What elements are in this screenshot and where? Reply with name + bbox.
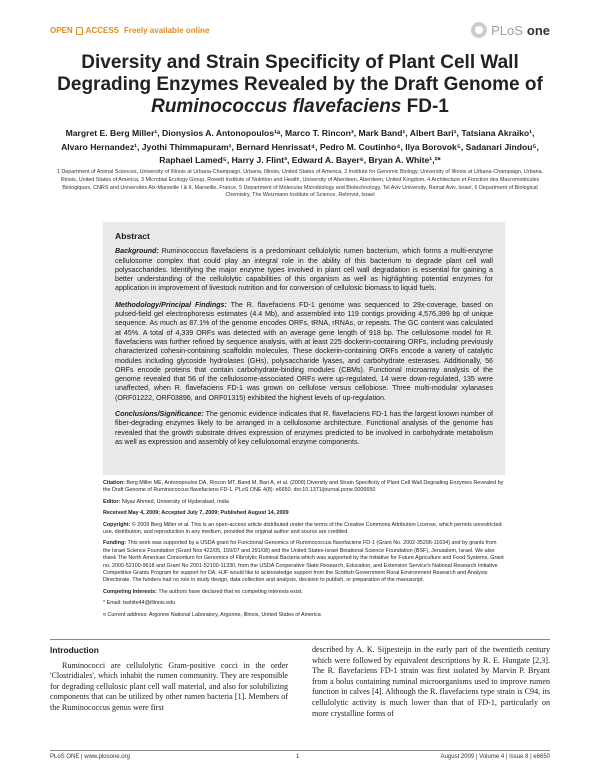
intro-column-right [312,645,550,719]
open-lock-icon [76,27,83,35]
intro-heading: Introduction [50,645,99,655]
funding-label: Funding: [103,540,127,547]
open-access-label: OPEN [50,26,73,35]
methods-text: The R. flavefaciens FD-1 genome was sequenced to 29x-coverage, based on pulsed-field gel electrophoresis estimates (4.4 Mb), and assembled into 119 contigs providing 4,576,399 bp of unique sequence. As much as 87.1% of the genome encodes ORFs, tRNA, rRNAs, or repeats. The GC content was calculated at 45%. A total of 4,339 ORFs was detected with an average gene length of 918 bp. The cellulosome model for R. flavefaciens was further refined by sequence analysis, with at least 225 dockerin-containing ORFs, including previously characterized cohesin-containing scaffoldin molecules. These dockerin-containing ORFs encode a variety of catalytic modules including glycoside hydrolases (GHs), polysaccharide lyases, and carbohydrate esterases. Additionally, 56 ORFs encode proteins that contain carbohydrate-binding modules (CBMs). Functional microarray analysis of the genome revealed that 56 of the cellulosome-associated ORFs were up-regulated, 14 were down-regulated, 135 were unaffected, when R. flavefaciens FD-1 was grown on cellulose versus cellobiose. Three multi-modular xylanases (ORF01222, ORF03896, and ORF01315) exhibited the highest levels of up-regulation. [115,300,493,402]
current-address: ¤ Current address: Argonne National Laboratory, Argonne, Illinois, United States of America [103,611,321,618]
abstract-conclusions [115,410,493,447]
footer-journal: PLoS ONE | www.plosone.org [50,754,130,760]
background-text: Ruminococcus flavefaciens is a predominant cellulolytic rumen bacterium, which forms a multi-enzyme cellulosome complex that could play an integral role in the ability of this bacterium to degrade plant cell wall polysaccharides. Identifying the major enzyme types involved in plant cell wall degradation is essential for gaining a better understanding of the cellulolytic capabilities of this organism as well as highlighting potential enzymes for application in improvement of livestock nutrition and for conversion of cellulosic biomass to liquid fuels. [115,247,493,293]
correspondence-email: * Email: bwhite44@illinois.edu [103,600,176,607]
title-line-3 [50,96,550,118]
background-label: Background: [115,247,159,256]
article-title [50,52,550,118]
dates-text: Received May 4, 2009; Accepted July 7, 2009; Published August 14, 2009 [103,510,289,517]
title-strain: FD-1 [401,96,449,117]
journal-logo [471,22,550,38]
funding [103,540,505,584]
citation-label: Citation: [103,480,125,486]
funding-text: This work was supported by a USDA grant for Functional Genomics of Ruminococcus flavefaciens FD-1 (Grant No. 2002-35206-11634) and by grants from the Israel Science Foundation (Grant Nos 422/05, 159/07 and 291/08) and the United States-Israel Binational Science Foundation (BSF), Jerusalem, Israel. We also thank The North American Consortium for Genomics of Fibrolytic Ruminal Bacteria which was supported by the Initiative for Future Agriculture and Food Systems, Grant no. 2000-52100-9618 and Grant No 2001-52100-11330, from the USDA Cooperative State Research, Education, and Extension Service's National Research Initiative Competitive Grants Program for support for DA. HJF would like to acknowledge support from the Scottish Government Rural Environment Research and Analysis Directorate. The funders had no role in study design, data collection and analysis, decision to publish, or preparation of the manuscript. [103,540,504,584]
title-line-1: Diversity and Strain Specificity of Plant Cell Wall [81,52,519,73]
title-line-2: Degrading Enzymes Revealed by the Draft Genome of [57,74,543,95]
intro-paragraph-left: Ruminococci are cellulolytic Gram-positive cocci in the order 'Clostridiales', which inhabit the rumen community. They are responsible for degrading cellulosic plant cell wall material, and also for solubilizing components that can be utilized by other rumen bacteria [1]. Members of the Ruminococcus genus were first [50,660,288,712]
page-footer [50,750,550,761]
page-header [50,22,550,40]
author-list: Margret E. Berg Miller¹, Dionysios A. Antonopoulos¹ᵃ, Marco T. Rincon³, Mark Band¹, Albert Bari¹, Tatsiana Akraiko¹, Alvaro Hernandez¹, Jyothi Thimmapuram¹, Bernard Henrissat⁴, Pedro M. Coutinho⁴, Ilya Borovok⁵, Sadanari Jindou⁵, Raphael Lamed⁵, Harry J. Flint³, Edward A. Bayer⁶, Bryan A. White¹,²* [61,128,539,165]
footer-page-number: 1 [296,754,300,760]
abstract-heading: Abstract [115,231,150,241]
plos-logo-icon [471,22,487,38]
access-label: ACCESS [85,26,120,35]
logo-brand-plos: PLoS [491,22,523,38]
competing-interests [103,589,505,596]
citation-text: Berg Miller ME, Antonopoulos DA, Rincon MT, Band M, Bari A, et al. (2009) Diversity and Strain Specificity of Plant Cell Wall Degrading Enzymes Revealed by the Draft Genome of Ruminococcus flavefaciens FD-1. PLoS ONE 4(8): e6650. doi:10.1371/journal.pone.0006650 [103,480,504,494]
logo-brand-one: one [526,22,550,38]
competing-text: The authors have declared that no competing interests exist. [156,588,303,595]
title-species: Ruminococcus flavefaciens [151,96,402,117]
intro-paragraph-right: described by A. K. Sijpesteijn in the early part of the twentieth century which were followed by equivalent descriptions by R. E. Hungate [2,3]. The R. flavefaciens FD-1 strain was first isolated by Marvin P. Bryant from a bolus containing ruminal microorganisms used to improve rumen function in calves [4]. Although the R. flavefaciens type strain is C94, its cellulolytic activity is much lower than that of FD-1, particularly on more crystalline forms of [312,645,550,718]
open-access-badge [50,26,209,35]
abstract-background [115,247,493,293]
competing-label: Competing Interests: [103,588,157,595]
dates [103,510,505,517]
copyright [103,522,505,537]
citation [103,480,505,495]
conclusions-text: The genomic evidence indicates that R. flavefaciens FD-1 has the largest known number of fiber-degrading enzymes likely to be arranged in a cellulosome architecture. Functional analysis of the genome has revealed that the growth substrate drives expression of enzymes predicted to be involved in carbohydrate metabolism as well as expression and assembly of key cellulosomal enzyme components. [115,410,493,446]
section-divider [50,639,550,640]
copyright-text: © 2009 Berg Miller et al. This is an open-access article distributed under the terms of the Creative Commons Attribution License, which permits unrestricted use, distribution, and reproduction in any medium, provided the original author and source are credited. [103,521,502,536]
abstract-box [103,222,505,475]
article-metadata [103,480,505,623]
abstract-methods [115,301,493,403]
footer-issue: August 2009 | Volume 4 | Issue 8 | e6650 [440,754,550,760]
editor [103,499,505,506]
copyright-label: Copyright: [103,521,131,528]
freely-available-label: Freely available online [124,26,210,35]
editor-label: Editor: [103,498,121,505]
affiliations: 1 Department of Animal Sciences, University of Illinois at Urbana-Champaign, Urbana, Illinois, United States of America, 2 Institute for Genomic Biology, University of Illinois at Urbana-Champaign, Urbana, Illinois, United States of America, 3 Microbial Ecology Group, Rowett Institute of Nutrition and Health, University of Aberdeen, Aberdeen, United Kingdom, 4 Architecture et Fonction des Macromolécules Biologiques, CNRS and Universités Aix-Marseille I & II, Marseille, France, 5 Department of Molecular Microbiology and Biotechnology, Tel Aviv University, Ramat Aviv, Israel, 6 Department of Biological Chemistry, The Weizmann Institute of Science, Rehovot, Israel [56,169,544,199]
conclusions-label: Conclusions/Significance: [115,410,204,419]
editor-text: Niyaz Ahmed, University of Hyderabad, India [120,498,229,505]
intro-column-left [50,645,288,714]
methods-label: Methodology/Principal Findings: [115,300,227,309]
